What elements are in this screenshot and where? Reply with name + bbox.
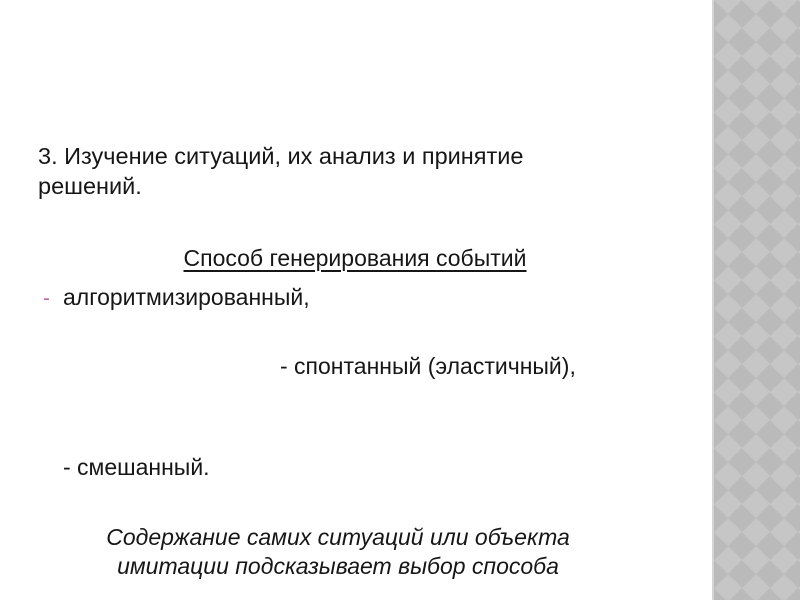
slide-title-line-2: решений.: [38, 173, 142, 199]
bullet-item-text: алгоритмизированный,: [63, 284, 310, 310]
bullet-item-spontaneous: - спонтанный (эластичный),: [280, 353, 576, 379]
bullet-item-mixed: - смешанный.: [63, 454, 210, 480]
section-heading: Способ генерирования событий: [183, 245, 527, 271]
note-text: [28, 523, 648, 581]
slide-title: [38, 141, 698, 201]
bullet-dash-marker: -: [43, 287, 50, 310]
section-heading-row: [38, 244, 672, 272]
decorative-diamond-strip: [712, 0, 800, 600]
note-line-1: Содержание самих ситуаций или объекта: [106, 524, 570, 550]
bullet-item-algorithmized: [43, 283, 310, 313]
note-line-2: имитации подсказывает выбор способа: [117, 553, 559, 579]
slide-title-line-1: 3. Изучение ситуаций, их анализ и принятие: [38, 143, 524, 169]
